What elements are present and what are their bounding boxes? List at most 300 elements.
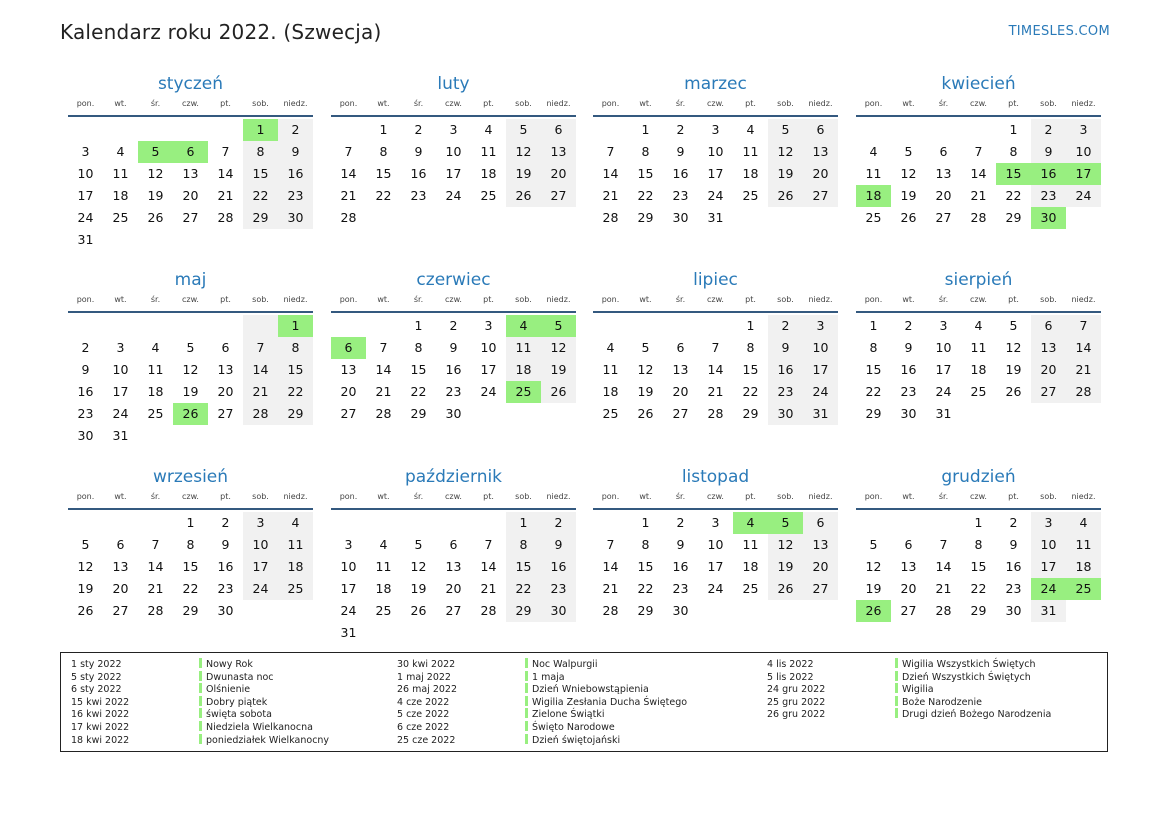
weekday-label: czw. xyxy=(970,295,987,304)
day-cell: 28 xyxy=(602,210,619,225)
day-cell: 4 xyxy=(869,144,878,159)
holiday-date: 6 sty 2022 xyxy=(71,684,122,696)
weekday-label: sob. xyxy=(252,295,269,304)
day-cell: 14 xyxy=(602,559,619,574)
holiday-name: Dzień Wniebowstąpienia xyxy=(532,684,649,696)
holiday-day-cell: 15 xyxy=(996,163,1031,185)
holiday-date: 6 cze 2022 xyxy=(397,721,450,733)
day-cell: 9 xyxy=(1031,141,1066,163)
day-cell: 25 xyxy=(375,603,392,618)
day-cell: 5 xyxy=(768,119,803,141)
weekday-label: wt. xyxy=(114,99,127,108)
day-cell: 27 xyxy=(803,578,838,600)
day-grid xyxy=(68,315,313,447)
day-cell: 31 xyxy=(112,428,129,443)
header-divider xyxy=(593,508,838,510)
day-cell: 8 xyxy=(869,340,878,355)
weekday-header xyxy=(68,95,313,115)
day-cell: 11 xyxy=(1066,534,1101,556)
day-cell: 25 xyxy=(112,210,129,225)
day-cell: 3 xyxy=(81,144,90,159)
header-divider xyxy=(856,115,1101,117)
day-cell: 24 xyxy=(480,384,497,399)
month-12 xyxy=(856,466,1101,622)
day-cell: 8 xyxy=(186,537,195,552)
day-cell: 27 xyxy=(182,210,199,225)
day-cell: 25 xyxy=(742,188,759,203)
day-cell: 8 xyxy=(379,144,388,159)
holiday-day-cell: 1 xyxy=(278,315,313,337)
day-cell: 12 xyxy=(900,166,917,181)
weekday-label: pon. xyxy=(601,492,620,501)
day-cell: 17 xyxy=(803,359,838,381)
holiday-day-cell: 4 xyxy=(733,512,768,534)
day-cell: 10 xyxy=(1066,141,1101,163)
holiday-date: 30 kwi 2022 xyxy=(397,659,456,670)
weekday-label: pon. xyxy=(76,295,95,304)
weekday-header xyxy=(331,95,576,115)
weekday-label: pon. xyxy=(76,99,95,108)
day-cell: 28 xyxy=(147,603,164,618)
day-cell: 12 xyxy=(77,559,94,574)
weekday-label: pon. xyxy=(339,99,358,108)
day-cell: 22 xyxy=(637,581,654,596)
legend-item xyxy=(397,671,727,684)
day-cell: 6 xyxy=(221,340,230,355)
day-cell: 24 xyxy=(1066,185,1101,207)
holiday-name: Święto Narodowe xyxy=(532,721,615,733)
day-cell: 20 xyxy=(1031,359,1066,381)
day-cell: 11 xyxy=(147,362,164,377)
holiday-date: 17 kwi 2022 xyxy=(71,721,130,733)
legend-item xyxy=(71,696,401,709)
weekday-label: niedz. xyxy=(1071,99,1096,108)
day-cell: 9 xyxy=(81,362,90,377)
day-cell: 27 xyxy=(900,603,917,618)
day-cell: 4 xyxy=(606,340,615,355)
empty-cell xyxy=(173,119,208,141)
day-cell: 13 xyxy=(112,559,129,574)
month-6 xyxy=(331,269,576,425)
empty-cell xyxy=(698,315,733,337)
day-cell: 27 xyxy=(935,210,952,225)
holiday-marker xyxy=(199,671,202,681)
holiday-date: 25 gru 2022 xyxy=(767,696,826,708)
legend-item xyxy=(71,708,401,721)
day-cell: 10 xyxy=(445,144,462,159)
weekday-label: wt. xyxy=(377,295,390,304)
day-cell: 10 xyxy=(803,337,838,359)
day-cell: 20 xyxy=(445,581,462,596)
holiday-day-cell: 5 xyxy=(768,512,803,534)
legend-item xyxy=(767,696,1097,709)
day-cell: 17 xyxy=(480,362,497,377)
weekday-label: śr. xyxy=(938,295,949,304)
holiday-date: 25 cze 2022 xyxy=(397,734,456,746)
weekday-header xyxy=(68,488,313,508)
weekday-label: czw. xyxy=(707,99,724,108)
weekday-label: wt. xyxy=(902,295,915,304)
day-grid xyxy=(856,315,1101,425)
holiday-marker xyxy=(199,696,202,706)
legend-item xyxy=(767,683,1097,696)
header-divider xyxy=(331,508,576,510)
day-cell: 15 xyxy=(637,559,654,574)
weekday-label: wt. xyxy=(639,492,652,501)
day-cell: 1 xyxy=(186,515,195,530)
weekday-header xyxy=(856,488,1101,508)
day-cell: 13 xyxy=(182,166,199,181)
weekday-label: wt. xyxy=(902,99,915,108)
day-cell: 16 xyxy=(217,559,234,574)
day-cell: 6 xyxy=(904,537,913,552)
site-brand-link[interactable]: TIMESLES.COM xyxy=(1008,24,1110,39)
weekday-label: śr. xyxy=(675,295,686,304)
day-cell: 24 xyxy=(112,406,129,421)
holiday-marker xyxy=(895,708,898,718)
day-cell: 17 xyxy=(77,188,94,203)
legend-item xyxy=(71,721,401,734)
weekday-header xyxy=(593,95,838,115)
day-cell: 12 xyxy=(506,141,541,163)
day-cell: 19 xyxy=(182,384,199,399)
day-cell: 23 xyxy=(77,406,94,421)
day-cell: 6 xyxy=(676,340,685,355)
empty-cell xyxy=(366,512,401,534)
weekday-label: pt. xyxy=(745,295,756,304)
day-cell: 4 xyxy=(1066,512,1101,534)
holiday-day-cell: 6 xyxy=(331,337,366,359)
day-cell: 7 xyxy=(939,537,948,552)
day-cell: 6 xyxy=(116,537,125,552)
day-cell: 14 xyxy=(243,359,278,381)
month-name: maj xyxy=(174,270,207,290)
day-cell: 11 xyxy=(506,337,541,359)
day-cell: 30 xyxy=(672,603,689,618)
day-cell: 18 xyxy=(602,384,619,399)
day-cell: 19 xyxy=(768,163,803,185)
day-cell: 30 xyxy=(541,600,576,622)
weekday-header xyxy=(593,291,838,311)
day-cell: 29 xyxy=(970,603,987,618)
holiday-marker xyxy=(525,658,528,668)
day-cell: 1 xyxy=(379,122,388,137)
day-cell: 5 xyxy=(186,340,195,355)
day-cell: 15 xyxy=(278,359,313,381)
day-cell: 22 xyxy=(637,188,654,203)
day-cell: 28 xyxy=(1066,381,1101,403)
day-cell: 29 xyxy=(1005,210,1022,225)
day-cell: 3 xyxy=(1031,512,1066,534)
day-cell: 23 xyxy=(278,185,313,207)
weekday-header xyxy=(593,488,838,508)
month-name: lipiec xyxy=(693,270,738,290)
day-cell: 18 xyxy=(742,166,759,181)
empty-cell xyxy=(891,512,926,534)
weekday-label: śr. xyxy=(413,295,424,304)
weekday-label: niedz. xyxy=(808,99,833,108)
holiday-name: Wigilia Zesłania Ducha Świętego xyxy=(532,696,688,708)
day-cell: 31 xyxy=(1031,600,1066,622)
day-cell: 23 xyxy=(672,188,689,203)
holiday-name: Dzień świętojański xyxy=(532,734,621,746)
day-cell: 10 xyxy=(707,537,724,552)
day-cell: 2 xyxy=(278,119,313,141)
month-9 xyxy=(68,466,313,622)
holiday-date: 4 cze 2022 xyxy=(397,696,450,708)
weekday-label: sob. xyxy=(777,295,794,304)
weekday-header xyxy=(331,291,576,311)
day-cell: 20 xyxy=(672,384,689,399)
day-cell: 27 xyxy=(112,603,129,618)
weekday-label: czw. xyxy=(445,492,462,501)
weekday-label: czw. xyxy=(445,295,462,304)
day-cell: 4 xyxy=(484,122,493,137)
day-cell: 19 xyxy=(410,581,427,596)
day-cell: 2 xyxy=(414,122,423,137)
weekday-label: pt. xyxy=(220,492,231,501)
day-cell: 26 xyxy=(768,185,803,207)
weekday-label: czw. xyxy=(970,99,987,108)
weekday-label: pt. xyxy=(483,492,494,501)
day-cell: 11 xyxy=(865,166,882,181)
weekday-label: niedz. xyxy=(546,99,571,108)
empty-cell xyxy=(593,512,628,534)
day-cell: 21 xyxy=(480,581,497,596)
day-cell: 5 xyxy=(904,144,913,159)
day-cell: 15 xyxy=(637,166,654,181)
empty-cell xyxy=(103,119,138,141)
holiday-date: 5 sty 2022 xyxy=(71,671,122,683)
day-cell: 29 xyxy=(410,406,427,421)
day-cell: 8 xyxy=(641,144,650,159)
weekday-label: niedz. xyxy=(1071,492,1096,501)
day-cell: 15 xyxy=(410,362,427,377)
day-cell: 22 xyxy=(278,381,313,403)
weekday-label: pon. xyxy=(864,99,883,108)
month-name: wrzesień xyxy=(152,467,229,487)
empty-cell xyxy=(961,119,996,141)
weekday-label: sob. xyxy=(252,492,269,501)
day-cell: 22 xyxy=(506,578,541,600)
month-4 xyxy=(856,73,1101,229)
month-8 xyxy=(856,269,1101,425)
weekday-label: śr. xyxy=(150,99,161,108)
day-cell: 23 xyxy=(900,384,917,399)
day-cell: 27 xyxy=(541,185,576,207)
day-cell: 8 xyxy=(506,534,541,556)
day-cell: 19 xyxy=(147,188,164,203)
day-cell: 26 xyxy=(900,210,917,225)
legend-item xyxy=(397,708,727,721)
day-cell: 17 xyxy=(707,166,724,181)
weekday-label: śr. xyxy=(938,492,949,501)
day-cell: 2 xyxy=(81,340,90,355)
day-cell: 9 xyxy=(904,340,913,355)
day-cell: 7 xyxy=(221,144,230,159)
day-cell: 17 xyxy=(707,559,724,574)
legend-column-1 xyxy=(71,658,401,746)
day-cell: 11 xyxy=(278,534,313,556)
day-cell: 14 xyxy=(1066,337,1101,359)
day-cell: 9 xyxy=(449,340,458,355)
holiday-day-cell: 16 xyxy=(1031,163,1066,185)
day-cell: 8 xyxy=(414,340,423,355)
day-cell: 25 xyxy=(480,188,497,203)
day-cell: 18 xyxy=(480,166,497,181)
header-divider xyxy=(68,311,313,313)
weekday-label: śr. xyxy=(150,295,161,304)
day-cell: 6 xyxy=(1031,315,1066,337)
legend-item xyxy=(71,734,401,747)
day-cell: 26 xyxy=(768,578,803,600)
day-cell: 13 xyxy=(217,362,234,377)
holiday-name: Wigilia Wszystkich Świętych xyxy=(902,659,1036,670)
holiday-marker xyxy=(895,696,898,706)
day-cell: 20 xyxy=(217,384,234,399)
day-cell: 25 xyxy=(742,581,759,596)
holiday-marker xyxy=(895,658,898,668)
weekday-label: niedz. xyxy=(283,99,308,108)
weekday-label: sob. xyxy=(1040,295,1057,304)
holiday-marker xyxy=(199,734,202,744)
holiday-name: poniedziałek Wielkanocny xyxy=(206,734,330,746)
day-cell: 7 xyxy=(711,340,720,355)
day-cell: 18 xyxy=(1066,556,1101,578)
day-cell: 9 xyxy=(278,141,313,163)
month-name: listopad xyxy=(681,467,750,487)
day-cell: 30 xyxy=(672,210,689,225)
day-cell: 13 xyxy=(340,362,357,377)
day-cell: 16 xyxy=(410,166,427,181)
day-cell: 6 xyxy=(803,512,838,534)
day-cell: 1 xyxy=(641,515,650,530)
weekday-label: czw. xyxy=(445,99,462,108)
holiday-date: 1 maj 2022 xyxy=(397,671,451,683)
day-cell: 10 xyxy=(935,340,952,355)
day-cell: 17 xyxy=(243,556,278,578)
weekday-label: wt. xyxy=(377,99,390,108)
day-cell: 24 xyxy=(445,188,462,203)
day-cell: 9 xyxy=(676,144,685,159)
holiday-day-cell: 24 xyxy=(1031,578,1066,600)
holiday-name: Nowy Rok xyxy=(206,659,253,670)
weekday-label: pon. xyxy=(601,99,620,108)
legend-item xyxy=(767,708,1097,721)
day-cell: 20 xyxy=(935,188,952,203)
holiday-date: 5 cze 2022 xyxy=(397,709,450,721)
header-divider xyxy=(331,115,576,117)
day-cell: 1 xyxy=(1009,122,1018,137)
day-cell: 26 xyxy=(637,406,654,421)
day-cell: 4 xyxy=(746,122,755,137)
day-cell: 9 xyxy=(541,534,576,556)
day-cell: 14 xyxy=(217,166,234,181)
day-cell: 9 xyxy=(768,337,803,359)
empty-cell xyxy=(331,315,366,337)
day-grid xyxy=(331,315,576,425)
day-cell: 27 xyxy=(672,406,689,421)
day-cell: 21 xyxy=(375,384,392,399)
header-divider xyxy=(331,311,576,313)
day-cell: 12 xyxy=(182,362,199,377)
day-cell: 15 xyxy=(182,559,199,574)
legend-item xyxy=(397,721,727,734)
weekday-label: sob. xyxy=(252,99,269,108)
day-cell: 12 xyxy=(865,559,882,574)
day-cell: 6 xyxy=(541,119,576,141)
day-cell: 30 xyxy=(217,603,234,618)
holiday-day-cell: 5 xyxy=(541,315,576,337)
day-cell: 17 xyxy=(1031,556,1066,578)
day-cell: 13 xyxy=(803,534,838,556)
day-cell: 5 xyxy=(641,340,650,355)
empty-cell xyxy=(593,119,628,141)
day-cell: 28 xyxy=(707,406,724,421)
empty-cell xyxy=(103,315,138,337)
day-cell: 21 xyxy=(243,381,278,403)
holiday-marker xyxy=(199,708,202,718)
day-cell: 28 xyxy=(935,603,952,618)
day-cell: 29 xyxy=(278,403,313,425)
empty-cell xyxy=(208,315,243,337)
day-cell: 19 xyxy=(1005,362,1022,377)
day-cell: 8 xyxy=(278,337,313,359)
weekday-label: niedz. xyxy=(283,295,308,304)
weekday-label: wt. xyxy=(639,99,652,108)
holiday-marker xyxy=(895,683,898,693)
month-11 xyxy=(593,466,838,622)
day-grid xyxy=(331,512,576,644)
day-cell: 17 xyxy=(445,166,462,181)
day-cell: 3 xyxy=(484,318,493,333)
holiday-date: 5 lis 2022 xyxy=(767,671,814,683)
month-name: kwiecień xyxy=(941,74,1016,94)
day-cell: 13 xyxy=(1031,337,1066,359)
day-cell: 25 xyxy=(865,210,882,225)
holiday-marker xyxy=(525,671,528,681)
day-cell: 4 xyxy=(379,537,388,552)
day-cell: 10 xyxy=(707,144,724,159)
weekday-label: sob. xyxy=(777,492,794,501)
weekday-label: sob. xyxy=(515,99,532,108)
empty-cell xyxy=(891,119,926,141)
holiday-day-cell: 1 xyxy=(243,119,278,141)
weekday-label: niedz. xyxy=(1071,295,1096,304)
weekday-label: czw. xyxy=(182,295,199,304)
day-cell: 2 xyxy=(768,315,803,337)
day-cell: 12 xyxy=(410,559,427,574)
day-cell: 24 xyxy=(803,381,838,403)
month-2 xyxy=(331,73,576,229)
holiday-marker xyxy=(525,683,528,693)
holiday-name: Dzień Wszystkich Świętych xyxy=(902,671,1031,683)
holiday-date: 26 maj 2022 xyxy=(397,684,458,696)
day-cell: 10 xyxy=(480,340,497,355)
day-cell: 5 xyxy=(1009,318,1018,333)
day-cell: 13 xyxy=(672,362,689,377)
day-cell: 13 xyxy=(935,166,952,181)
weekday-label: czw. xyxy=(970,492,987,501)
day-cell: 18 xyxy=(112,188,129,203)
legend-item xyxy=(397,658,727,671)
day-cell: 6 xyxy=(803,119,838,141)
weekday-label: pt. xyxy=(220,295,231,304)
day-cell: 25 xyxy=(970,384,987,399)
empty-cell xyxy=(103,512,138,534)
month-name: sierpień xyxy=(944,270,1013,290)
day-cell: 12 xyxy=(768,141,803,163)
